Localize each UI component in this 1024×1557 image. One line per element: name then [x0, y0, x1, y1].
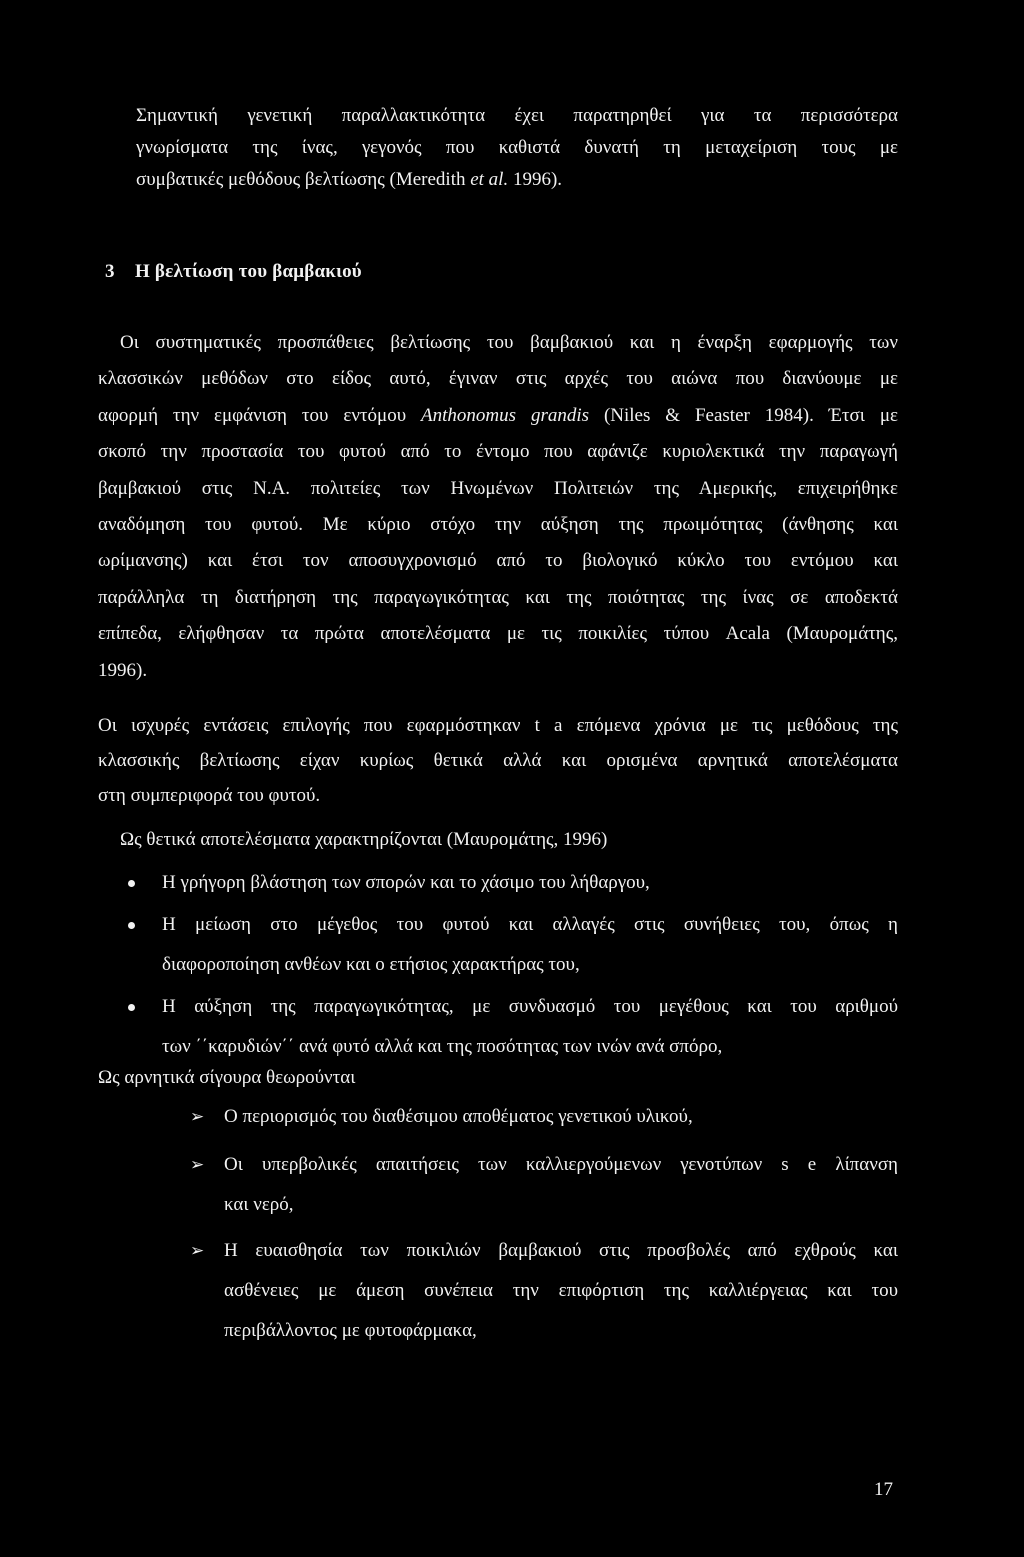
section-heading — [105, 255, 362, 289]
para1-line-4: σκοπό την προστασία του φυτού από το έντομο που αφάνιζε κυριολεκτικά την παραγωγή — [98, 441, 898, 463]
bullet-dot — [128, 880, 135, 887]
negatives-intro: Ως αρνητικά σίγουρα θεωρούνται — [98, 1067, 356, 1088]
list-item — [190, 1145, 898, 1225]
bullet-dot — [128, 1004, 135, 1011]
intro-line-3-text: συμβατικές μεθόδους βελτίωσης (Meredith — [136, 169, 471, 190]
para1-line-3-text: αφορμή την εμφάνιση του εντόμου — [98, 404, 422, 426]
bullet-dot — [128, 922, 135, 929]
page-number: 17 — [874, 1479, 893, 1500]
intro-line-2: γνωρίσματα της ίνας, γεγονός που καθιστά δυνατή τη μεταχείριση τους με — [136, 137, 898, 158]
arrow-bullet-icon: ➢ — [190, 1107, 205, 1127]
para2-line-1: Οι ισχυρές εντάσεις επιλογής που εφαρμόστηκαν t a επόμενα χρόνια με τις μεθόδους της — [98, 715, 898, 736]
para2-line-3: στη συμπεριφορά του φυτού. — [98, 785, 321, 806]
list-item-line: Ο περιορισμός του διαθέσιμου αποθέματος γενετικού υλικού, — [224, 1106, 693, 1127]
species-name: Anthonomus grandis — [421, 404, 590, 426]
para1-line-6: αναδόμηση του φυτού. Με κύριο στόχο την αύξηση της πρωιμότητας (άνθησης και — [98, 514, 898, 536]
para1-line-9: επίπεδα, ελήφθησαν τα πρώτα αποτελέσματα με τις ποικιλίες τύπου Acala (Μαυρομάτης, — [98, 623, 898, 645]
list-item — [190, 1097, 898, 1137]
intro-paragraph — [136, 100, 898, 196]
para1-line-5: βαμβακιού στις Ν.Α. πολιτείες των Ηνωμένων Πολιτειών της Αμερικής, επιχειρήθηκε — [98, 477, 898, 499]
para1-line-7: ωρίμανσης) και έτσι τον αποσυγχρονισμό από το βιολογικό κύκλο του εντόμου και — [98, 550, 898, 572]
body-paragraph-2 — [98, 708, 898, 813]
para1-line-3 — [98, 398, 898, 434]
positives-list — [128, 863, 898, 1067]
list-item-line: διαφοροποίηση ανθέων και ο ετήσιος χαρακτήρας του, — [162, 954, 580, 975]
list-item — [128, 987, 898, 1067]
positives-intro: Ως θετικά αποτελέσματα χαρακτηρίζονται (Μαυρομάτης, 1996) — [120, 829, 608, 850]
para1-line-1: Οι συστηματικές προσπάθειες βελτίωσης του βαμβακιού και η έναρξη εφαρμογής των — [120, 332, 898, 353]
intro-line-3-end: 1996). — [508, 169, 563, 190]
section-number: 3 — [105, 261, 115, 282]
para2-line-2: κλασσικής βελτίωσης είχαν κυρίως θετικά αλλά και ορισμένα αρνητικά αποτελέσματα — [98, 750, 898, 771]
arrow-bullet-icon: ➢ — [190, 1241, 205, 1261]
list-item-line: των ΄΄καρυδιών΄΄ ανά φυτό αλλά και της ποσότητας των ινών ανά σπόρο, — [162, 1036, 723, 1057]
list-item-line: Η αύξηση της παραγωγικότητας, με συνδυασμό του μεγέθους και του αριθμού — [162, 996, 898, 1017]
para1-line-3-end: (Niles & Feaster 1984). Έτσι με — [589, 404, 898, 426]
list-item-line: και νερό, — [224, 1194, 294, 1215]
list-item — [128, 905, 898, 985]
list-item — [128, 863, 898, 903]
body-paragraph-1 — [98, 325, 898, 689]
arrow-bullet-icon: ➢ — [190, 1155, 205, 1175]
list-item-line: Οι υπερβολικές απαιτήσεις των καλλιεργούμενων γενοτύπων s e λίπανση — [224, 1154, 898, 1175]
intro-line-3 — [136, 164, 898, 196]
intro-line-3-italic: et al. — [470, 169, 509, 190]
para1-line-8: παράλληλα τη διατήρηση της παραγωγικότητας και της ποιότητας της ίνας σε αποδεκτά — [98, 586, 898, 608]
list-item-line: Η γρήγορη βλάστηση των σπορών και το χάσιμο του λήθαργου, — [162, 872, 650, 893]
section-title: Η βελτίωση του βαμβακιού — [135, 261, 362, 282]
list-item-line: περιβάλλοντος με φυτοφάρμακα, — [224, 1320, 477, 1341]
list-item-line: Η μείωση στο μέγεθος του φυτού και αλλαγές στις συνήθειες του, όπως η — [162, 914, 898, 935]
list-item — [190, 1231, 898, 1351]
intro-line-1: Σημαντική γενετική παραλλακτικότητα έχει παρατηρηθεί για τα περισσότερα — [136, 105, 898, 126]
list-item-line: Η ευαισθησία των ποικιλιών βαμβακιού στις προσβολές από εχθρούς και — [224, 1240, 898, 1261]
para1-line-2: κλασσικών μεθόδων στο είδος αυτό, έγιναν στις αρχές του αιώνα που διανύουμε με — [98, 368, 898, 390]
list-item-line: ασθένειες με άμεση συνέπεια την επιφόρτιση της καλλιέργειας και του — [224, 1280, 898, 1301]
para1-line-10: 1996). — [98, 659, 148, 681]
negatives-list — [190, 1097, 898, 1351]
